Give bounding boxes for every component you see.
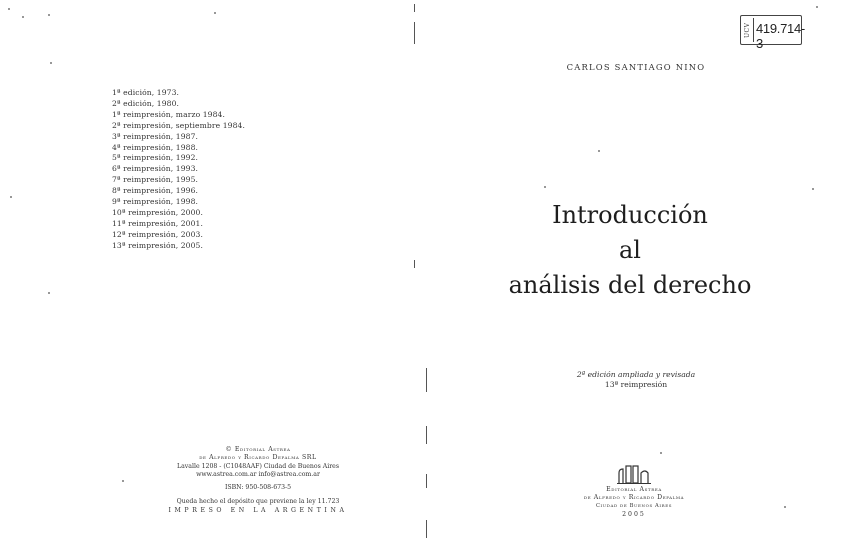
edition-entry: 1ª reimpresión, marzo 1984. — [112, 109, 225, 119]
printed-in-line: IMPRESO EN LA ARGENTINA — [168, 506, 348, 514]
gutter-mark — [414, 4, 415, 12]
edition-note — [424, 370, 848, 390]
title-line: Introducción — [552, 201, 708, 229]
scan-speck — [214, 12, 216, 14]
book-title — [480, 198, 780, 303]
author-name: CARLOS SANTIAGO NINO — [566, 62, 706, 72]
edition-entry: 2ª reimpresión, septiembre 1984. — [112, 120, 245, 130]
publisher-owners: de Alfredo y Ricardo Depalma — [583, 494, 685, 501]
scan-speck — [122, 480, 124, 482]
scan-speck — [812, 188, 814, 190]
gutter-mark — [414, 260, 415, 268]
imprint-block — [128, 446, 388, 515]
scan-speck — [10, 196, 12, 198]
scan-speck — [598, 150, 600, 152]
publisher-block — [544, 464, 724, 519]
scan-speck — [784, 506, 786, 508]
title-line: análisis del derecho — [508, 271, 752, 299]
edition-entry: 7ª reimpresión, 1995. — [112, 175, 199, 185]
legal-deposit-line: Queda hecho el depósito que previene la ley 11.723 — [176, 498, 340, 506]
publication-year: 2005 — [622, 511, 646, 518]
edition-entry: 1ª edición, 1973. — [112, 88, 180, 97]
scan-speck — [48, 292, 50, 294]
scan-speck — [816, 6, 818, 8]
title-line: al — [619, 236, 641, 264]
stamp-divider — [753, 18, 754, 42]
edition-entry: 13ª reimpresión, 2005. — [112, 240, 203, 250]
copyright-line: © Editorial Astrea — [225, 446, 291, 453]
right-page — [424, 0, 848, 554]
contact-line: www.astrea.com.ar info@astrea.com.ar — [196, 470, 320, 478]
edition-entry: 2ª edición, 1980. — [112, 98, 180, 108]
edition-entry: 11ª reimpresión, 2001. — [112, 218, 203, 228]
scan-speck — [22, 16, 24, 18]
publisher-city: Ciudad de Buenos Aires — [595, 503, 673, 509]
scan-speck — [660, 452, 662, 454]
scan-speck — [8, 8, 10, 10]
call-number-prefix: UCV — [744, 22, 751, 38]
publisher-logo-icon — [617, 464, 651, 484]
edition-entry: 3ª reimpresión, 1987. — [112, 131, 199, 141]
address-line: Lavalle 1208 - (C1048AAF) Ciudad de Buenos Aires — [177, 462, 339, 470]
scan-speck — [48, 14, 50, 16]
edition-entry: 12ª reimpresión, 2003. — [112, 229, 203, 239]
edition-entry: 6ª reimpresión, 1993. — [112, 164, 199, 174]
scan-speck — [50, 62, 52, 64]
owners-line: de Alfredo y Ricardo Depalma SRL — [199, 454, 317, 462]
edition-entry: 9ª reimpresión, 1998. — [112, 197, 199, 207]
gutter-mark — [414, 22, 415, 44]
edition-entry: 8ª reimpresión, 1996. — [112, 186, 199, 196]
edition-description: 2ª edición ampliada y revisada — [576, 370, 696, 379]
library-call-number-stamp — [740, 15, 805, 51]
edition-entry: 4ª reimpresión, 1988. — [112, 142, 199, 152]
call-number-value: 419.714-3 — [756, 21, 805, 51]
publisher-name: Editorial Astrea — [606, 486, 662, 493]
scan-speck — [544, 186, 546, 188]
edition-history-list — [112, 88, 245, 252]
edition-entry: 5ª reimpresión, 1992. — [112, 153, 199, 163]
isbn-line: ISBN: 950-508-673-5 — [224, 484, 292, 492]
reprint-number: 13ª reimpresión — [604, 380, 668, 389]
edition-entry: 10ª reimpresión, 2000. — [112, 207, 203, 217]
